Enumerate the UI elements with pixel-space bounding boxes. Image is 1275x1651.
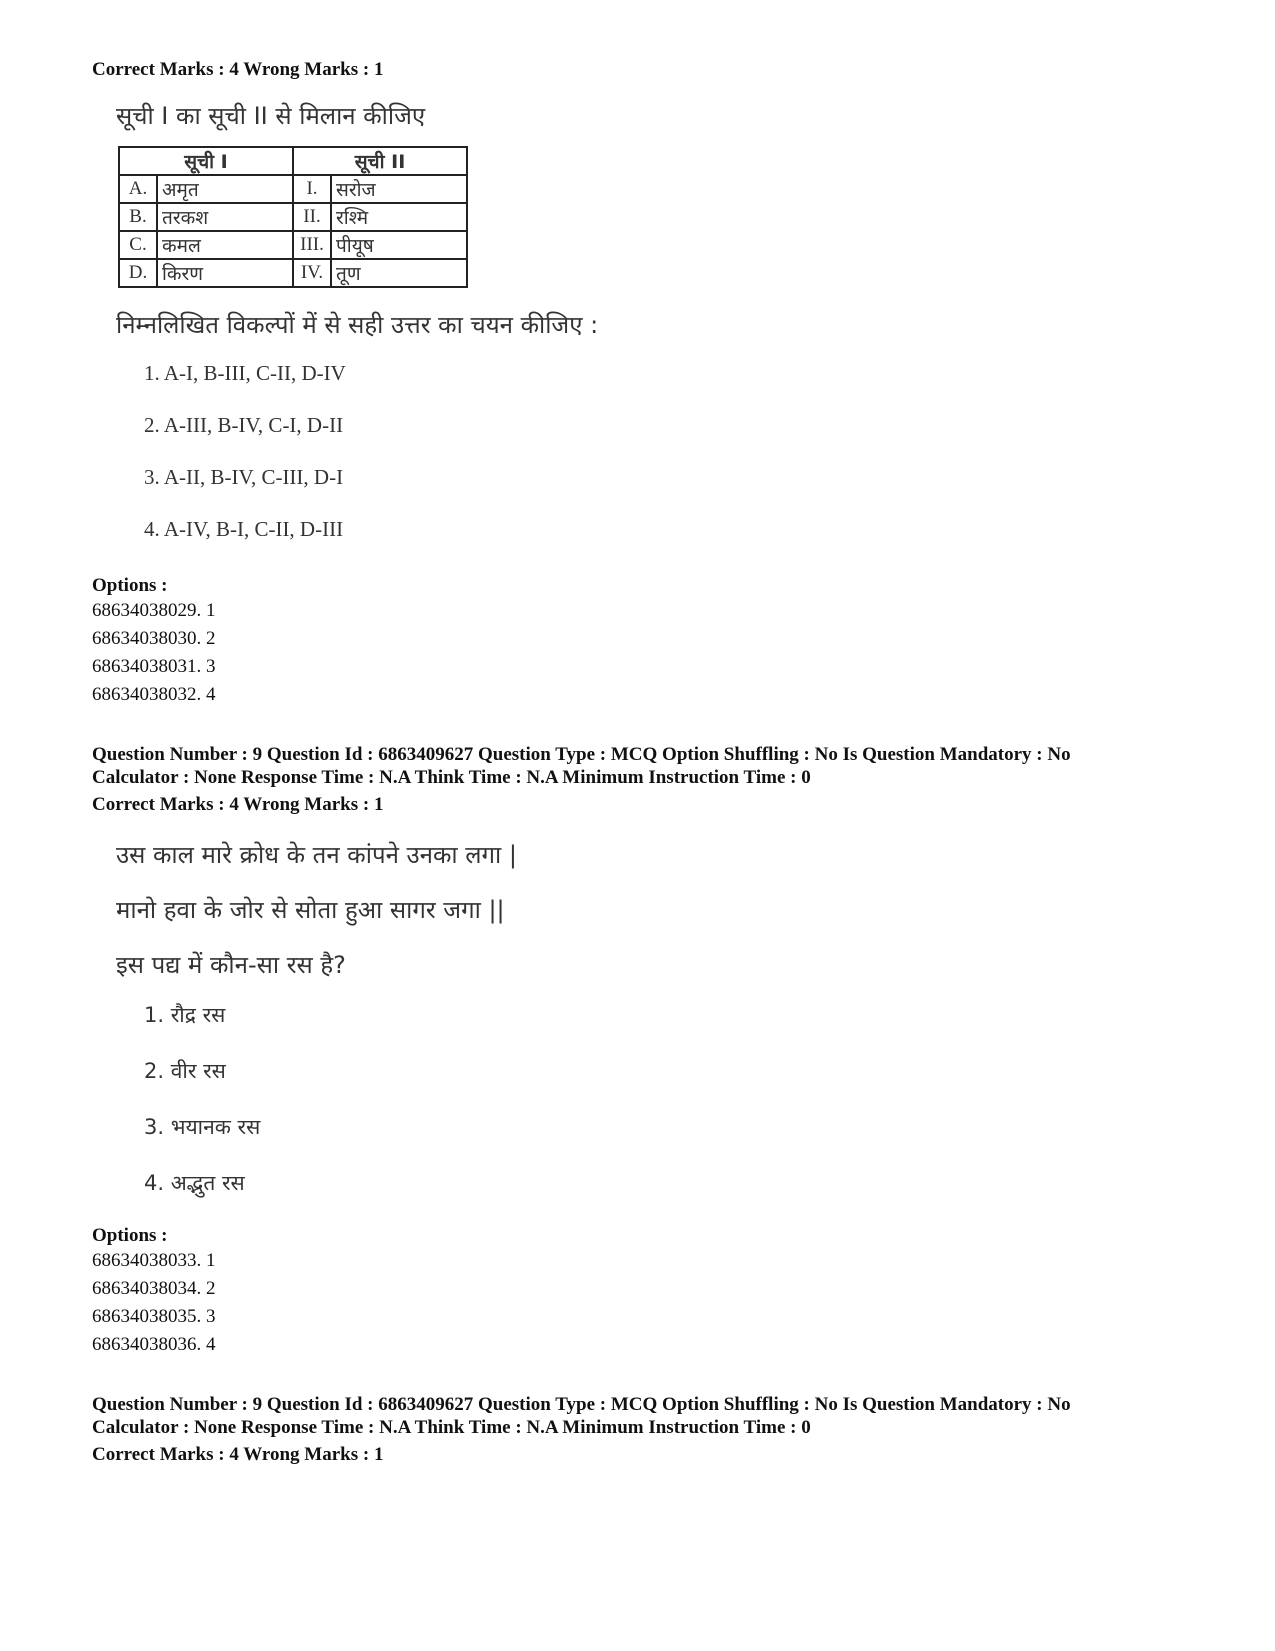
- row-value: रश्मि: [331, 203, 467, 231]
- row-value: तरकश: [157, 203, 293, 231]
- marks-line: Correct Marks : 4 Wrong Marks : 1: [92, 59, 384, 80]
- row-label: C.: [119, 231, 157, 259]
- question-header: Calculator : None Response Time : N.A Think Time : N.A Minimum Instruction Time : 0: [92, 1417, 811, 1438]
- choice-item: 2. A-III, B-IV, C-I, D-II: [144, 413, 344, 437]
- match-table: [118, 146, 468, 288]
- choice-item: 4. अद्भुत रस: [144, 1171, 245, 1195]
- row-label: A.: [119, 175, 157, 203]
- verse-line: मानो हवा के जोर से सोता हुआ सागर जगा ||: [116, 896, 505, 924]
- choose-prompt: निम्नलिखित विकल्पों में से सही उत्तर का चयन कीजिए :: [116, 311, 599, 339]
- row-label: IV.: [293, 259, 331, 287]
- row-value: अमृत: [157, 175, 293, 203]
- options-title: Options :: [92, 1225, 168, 1246]
- choice-item: 1. A-I, B-III, C-II, D-IV: [144, 361, 346, 385]
- choice-item: 3. A-II, B-IV, C-III, D-I: [144, 465, 344, 489]
- choice-item: 3. भयानक रस: [144, 1115, 261, 1139]
- options-title: Options :: [92, 575, 168, 596]
- choice-list: [144, 1001, 1192, 1225]
- row-value: तूण: [331, 259, 467, 287]
- question-header: Question Number : 9 Question Id : 6863409627 Question Type : MCQ Option Shuffling : No Is Question Mandatory : No: [92, 744, 1071, 765]
- row-label: D.: [119, 259, 157, 287]
- col1-header: सूची I: [119, 147, 293, 175]
- option-id-line: 68634038035. 3: [92, 1306, 216, 1327]
- row-value: कमल: [157, 231, 293, 259]
- question-header: Question Number : 9 Question Id : 6863409627 Question Type : MCQ Option Shuffling : No Is Question Mandatory : No: [92, 1394, 1071, 1415]
- row-label: B.: [119, 203, 157, 231]
- row-value: सरोज: [331, 175, 467, 203]
- verse-line: उस काल मारे क्रोध के तन कांपने उनका लगा |: [116, 841, 517, 869]
- row-value: पीयूष: [331, 231, 467, 259]
- row-value: किरण: [157, 259, 293, 287]
- table-row: [119, 175, 467, 203]
- option-id-line: 68634038029. 1: [92, 600, 216, 621]
- choice-list: [144, 361, 1192, 569]
- marks-line: Correct Marks : 4 Wrong Marks : 1: [92, 794, 384, 815]
- table-row: [119, 203, 467, 231]
- option-id-line: 68634038036. 4: [92, 1334, 216, 1355]
- table-row: [119, 259, 467, 287]
- choice-item: 2. वीर रस: [144, 1059, 226, 1083]
- table-row: [119, 231, 467, 259]
- option-id-line: 68634038033. 1: [92, 1250, 216, 1271]
- question-text: इस पद्य में कौन-सा रस है?: [116, 951, 346, 979]
- match-instruction: सूची I का सूची II से मिलान कीजिए: [116, 102, 426, 130]
- marks-line: Correct Marks : 4 Wrong Marks : 1: [92, 1444, 384, 1465]
- row-label: III.: [293, 231, 331, 259]
- option-id-line: 68634038032. 4: [92, 684, 216, 705]
- row-label: II.: [293, 203, 331, 231]
- row-label: I.: [293, 175, 331, 203]
- question-header: Calculator : None Response Time : N.A Think Time : N.A Minimum Instruction Time : 0: [92, 767, 811, 788]
- col2-header: सूची II: [293, 147, 467, 175]
- option-id-line: 68634038030. 2: [92, 628, 216, 649]
- choice-item: 1. रौद्र रस: [144, 1003, 226, 1027]
- option-id-line: 68634038034. 2: [92, 1278, 216, 1299]
- option-id-line: 68634038031. 3: [92, 656, 216, 677]
- choice-item: 4. A-IV, B-I, C-II, D-III: [144, 517, 344, 541]
- exam-page: [92, 58, 1192, 1466]
